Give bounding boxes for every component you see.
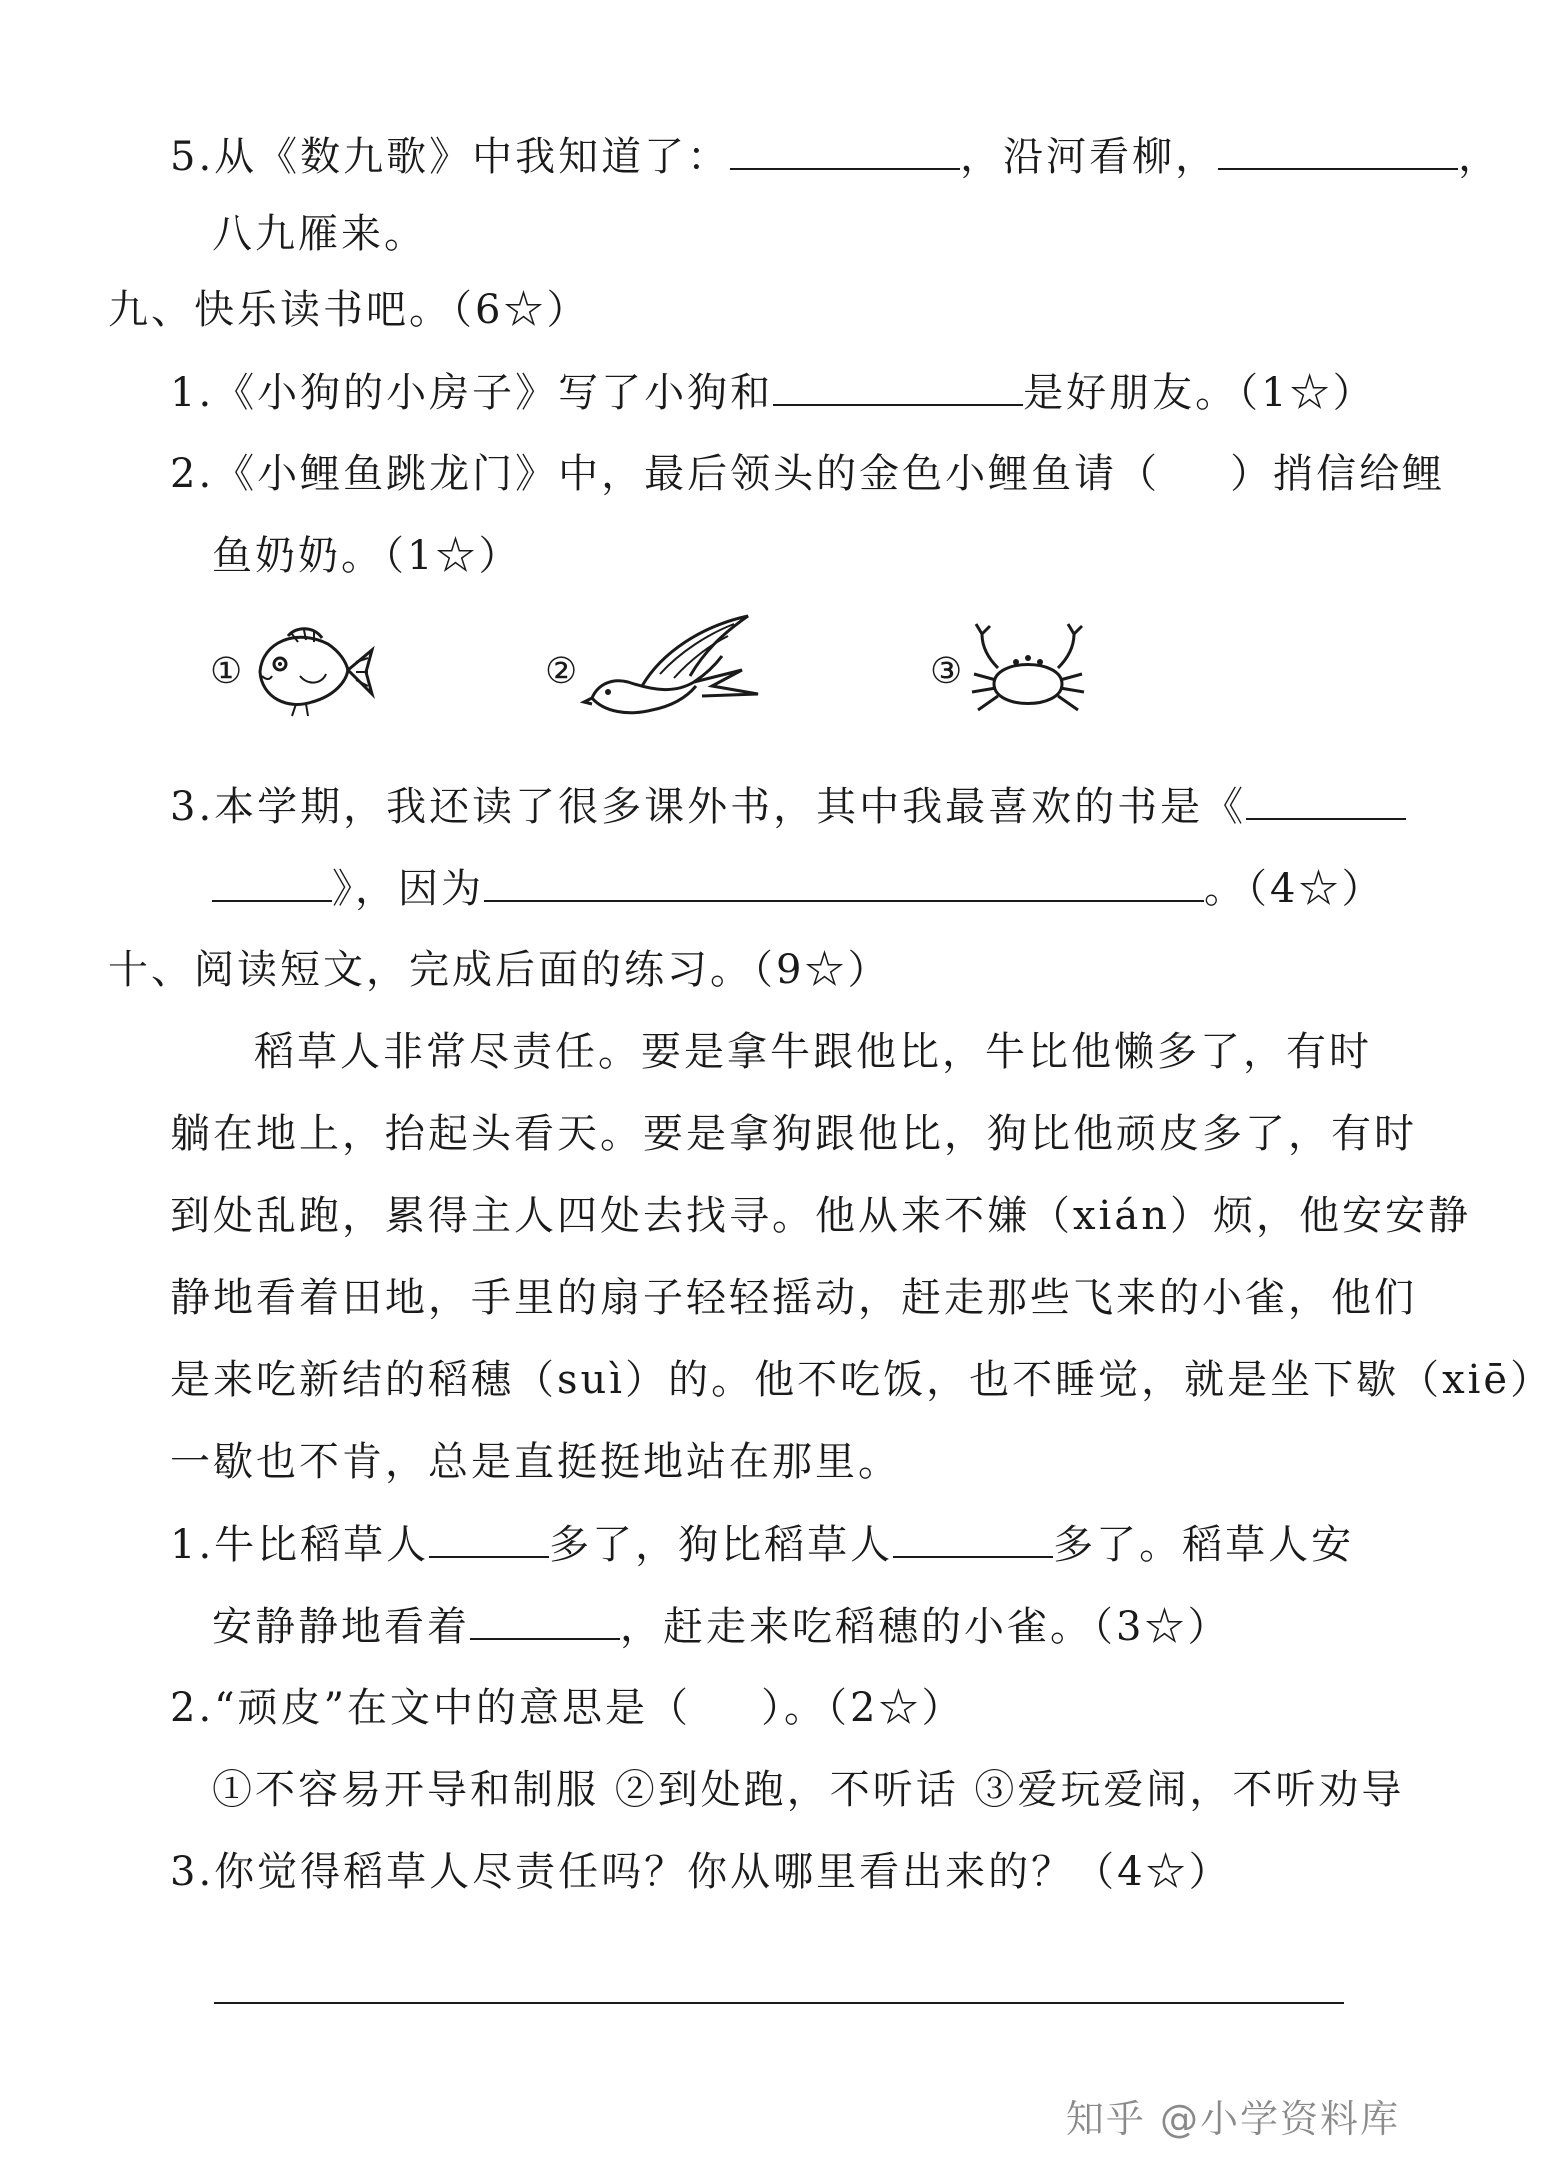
answer-blank[interactable]	[212, 860, 332, 902]
s9-q2-line1: 2.《小鲤鱼跳龙门》中，最后领头的金色小鲤鱼请（ ）捎信给鲤	[170, 451, 1446, 497]
answer-blank[interactable]	[730, 128, 960, 170]
option-1-number: ①	[210, 651, 243, 692]
swallow-icon[interactable]	[582, 612, 762, 732]
fish-icon[interactable]	[248, 620, 378, 720]
option-2-number: ②	[545, 651, 578, 692]
passage-line: 静地看着田地，手里的扇子轻轻摇动，赶走那些飞来的小雀，他们	[170, 1275, 1417, 1321]
answer-blank[interactable]	[429, 1516, 549, 1558]
crab-icon[interactable]	[968, 622, 1088, 722]
option-3-number: ③	[930, 651, 963, 692]
passage-line: 稻草人非常尽责任。要是拿牛跟他比，牛比他懒多了，有时	[254, 1029, 1372, 1075]
q8-5-line1: 5.从《数九歌》中我知道了： ，沿河看柳， ，	[170, 128, 1501, 185]
answer-blank[interactable]	[1246, 778, 1406, 820]
passage-line: 一歇也不肯，总是直挺挺地站在那里。	[170, 1439, 901, 1485]
s9-q1: 1.《小狗的小房子》写了小狗和 是好朋友。（1☆）	[170, 364, 1376, 421]
answer-line[interactable]	[214, 2002, 1344, 2004]
q8-5-line2: 八九雁来。	[212, 211, 427, 257]
watermark: 知乎 @小学资料库	[1065, 2097, 1400, 2141]
answer-blank[interactable]	[773, 364, 1023, 406]
s10-q1-line1: 1.牛比稻草人 多了，狗比稻草人 多了。稻草人安	[170, 1516, 1354, 1573]
s9-q3-line1: 3.本学期，我还读了很多课外书，其中我最喜欢的书是《	[170, 778, 1406, 835]
section-9-title: 九、快乐读书吧。（6☆）	[108, 287, 590, 333]
answer-blank[interactable]	[470, 1598, 620, 1640]
passage-line: 是来吃新结的稻穗（suì）的。他不吃饭，也不睡觉，就是坐下歇（xiē）	[170, 1357, 1553, 1403]
passage-line: 躺在地上，抬起头看天。要是拿狗跟他比，狗比他顽皮多了，有时	[170, 1111, 1417, 1157]
s10-q2-options: ①不容易开导和制服 ②到处跑，不听话 ③爱玩爱闹，不听劝导	[212, 1767, 1405, 1813]
answer-blank[interactable]	[484, 860, 1204, 902]
s9-q3-line2: 》，因为 。（4☆）	[212, 860, 1384, 917]
section-10-title: 十、阅读短文，完成后面的练习。（9☆）	[108, 947, 891, 993]
s9-q2-line2: 鱼奶奶。（1☆）	[212, 533, 522, 579]
s10-q3: 3.你觉得稻草人尽责任吗？你从哪里看出来的？（4☆）	[170, 1849, 1232, 1895]
s10-q2: 2.“顽皮”在文中的意思是（ ）。（2☆）	[170, 1685, 965, 1731]
passage-line: 到处乱跑，累得主人四处去找寻。他从来不嫌（xián）烦，他安安静	[170, 1193, 1471, 1239]
answer-blank[interactable]	[1218, 128, 1458, 170]
answer-blank[interactable]	[893, 1516, 1053, 1558]
s10-q1-line2: 安静静地看着 ，赶走来吃稻穗的小雀。（3☆）	[212, 1598, 1230, 1655]
